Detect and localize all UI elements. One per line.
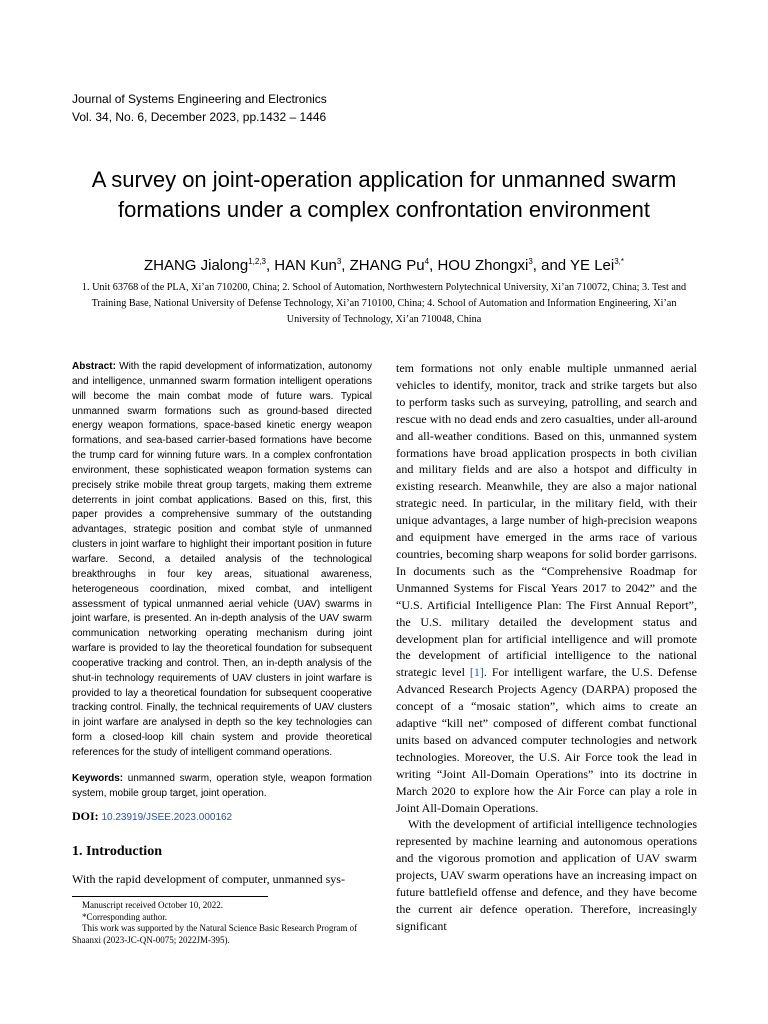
keywords [72,772,372,802]
author-affiliation-marker: 4 [424,257,430,266]
body-paragraph-1-continued: . For intelligent warfare, the U.S. Defense Advanced Research Projects Agency (DARPA) proposed the concept of a “mosaic station”, which aims to create an adaptive “kill net” composed of different combat functional units based on advanced computer technologies and network technologies. Moreover, the U.S. Air Force took the lead in writing “Joint All-Domain Operations” into its doctrine in March 2020 to explore how the Air Force can play a role in Joint All-Domain Operations. [396,665,697,815]
footnotes [72,900,372,946]
intro-paragraph-start: With the rapid development of computer, unmanned sys- [72,872,345,887]
author-name: HAN Kun [274,257,337,274]
affiliations: 1. Unit 63768 of the PLA, Xi’an 710200, China; 2. School of Automation, Northwestern Polytechnical University, Xi’an 710072, China; 3. Test and Training Base, National University of Defense Technology, Xi’an 710100, China; 4. School of Automation and Information Engineering, Xi’an University of Technology, Xi’an 710048, China [81,282,687,325]
author-name: YE Lei [570,257,615,274]
keywords-label: Keywords: [72,772,124,784]
footnote-divider [72,896,268,897]
doi [72,809,372,825]
doi-link[interactable]: 10.23919/JSEE.2023.000162 [101,812,233,824]
body-paragraph-2: With the development of artificial intelligence technologies represented by machine learning and autonomous operations and the vigorous promotion and application of UAV swarm projects, UAV swarm operations have an increasing impact on future battlefield offense and defence, and they have become the current air defence operation. Therefore, increasingly significant [396,817,697,933]
abstract [72,360,372,761]
author-name: ZHANG Jialong [143,257,249,274]
keywords-text: unmanned swarm, operation style, weapon formation system, mobile group target, joint operation. [72,772,372,799]
journal-header [72,90,327,126]
right-column [396,360,697,935]
author-list [40,252,728,276]
author-separator: , [265,257,275,274]
author-separator: , [341,257,350,274]
footnote-funding-text: This work was supported by the Natural Science Basic Research Program of Shaanxi (2023-JC-QN-0075; 2022JM-395). [72,923,358,945]
citation-link[interactable]: [1] [469,665,484,680]
abstract-label: Abstract: [72,361,116,372]
body-paragraph-1-text: tem formations not only enable multiple unmanned aerial vehicles to identify, monitor, track and strike targets but also to perform tasks such as surveying, patrolling, and search and rescue with no dead ends and zero casualties, under all-around and all-weather conditions. Based on this, unmanned system formations have broad application prospects in both civilian and military fields and are also a hotspot and difficulty in existing research. Meanwhile, they are also a major national strategic need. In particular, in the military field, with their unique advantages, a large number of high-precision weapons and equipment have emerged in the arms race of various countries, becoming sharp weapons for solid border garrisons. In documents such as the “Comprehensive Roadmap for Unmanned Systems for Fiscal Years 2017 to 2042” and the “U.S. Artificial Intelligence Plan: The First Annual Report”, the U.S. military detailed the development status and development plan for artificial intelligence and will promote the development of artificial intelligence to the national strategic level [396,361,697,680]
doi-label: DOI: [72,809,99,824]
author-affiliation-marker: 3,* [614,257,625,266]
author-affiliation-marker: 3 [336,257,342,266]
author-separator: , [429,257,438,274]
section-heading-introduction: 1. Introduction [72,844,162,860]
left-column [72,360,372,946]
paper-title: A survey on joint-operation application for unmanned swarm formations under a complex confrontation environment [91,167,677,222]
footnote-manuscript: Manuscript received October 10, 2022. [82,900,223,911]
abstract-text: With the rapid development of informatization, autonomy and intelligence, unmanned swarm formation intelligent operations will become the main combat mode of future wars. Typical unmanned swarm formations such as ground-based directed energy weapon formations, space-based kinetic energy weapon formations, and sea-based carrier-based formations have become the trump card for winning future wars. In a complex confrontation environment, these sophisticated weapon formation systems can precisely strike mobile threat group targets, making them extreme deterrents in joint combat applications. Based on this, first, this paper provides a comprehensive summary of the outstanding advantages, strategic position and combat style of unmanned clusters in joint warfare to highlight their important position in future warfare. Second, a detailed analysis of the technological breakthroughs in four key areas, situational awareness, heterogeneous coordination, mixed combat, and intelligent assessment of typical unmanned aerial vehicle (UAV) swarms in joint warfare, is presented. An in-depth analysis of the UAV swarm communication networking operating mechanism during joint warfare is provided to lay the theoretical foundation for subsequent cooperative tracking and control. Then, an in-depth analysis of the shut-in technology requirements of UAV clusters in joint warfare is provided to lay a theoretical foundation for subsequent cooperative tracking control. Finally, the technical requirements of UAV clusters in joint warfare are analysed in depth so the key technologies can form a closed-loop kill chain system and provide theoretical references for the study of intelligent command operations. [72,361,372,758]
author-name: HOU Zhongxi [437,257,529,274]
body-paragraph-1 [396,360,697,816]
journal-issue: Vol. 34, No. 6, December 2023, pp.1432 – 1446 [72,110,327,124]
author-affiliation-marker: 1,2,3 [248,257,266,266]
author-name: ZHANG Pu [349,257,425,274]
author-separator: , and [532,257,571,274]
journal-name: Journal of Systems Engineering and Electronics [72,92,327,106]
author-affiliation-marker: 3 [528,257,533,266]
footnote-funding [72,923,372,946]
footnote-corresponding: *Corresponding author. [82,911,167,922]
